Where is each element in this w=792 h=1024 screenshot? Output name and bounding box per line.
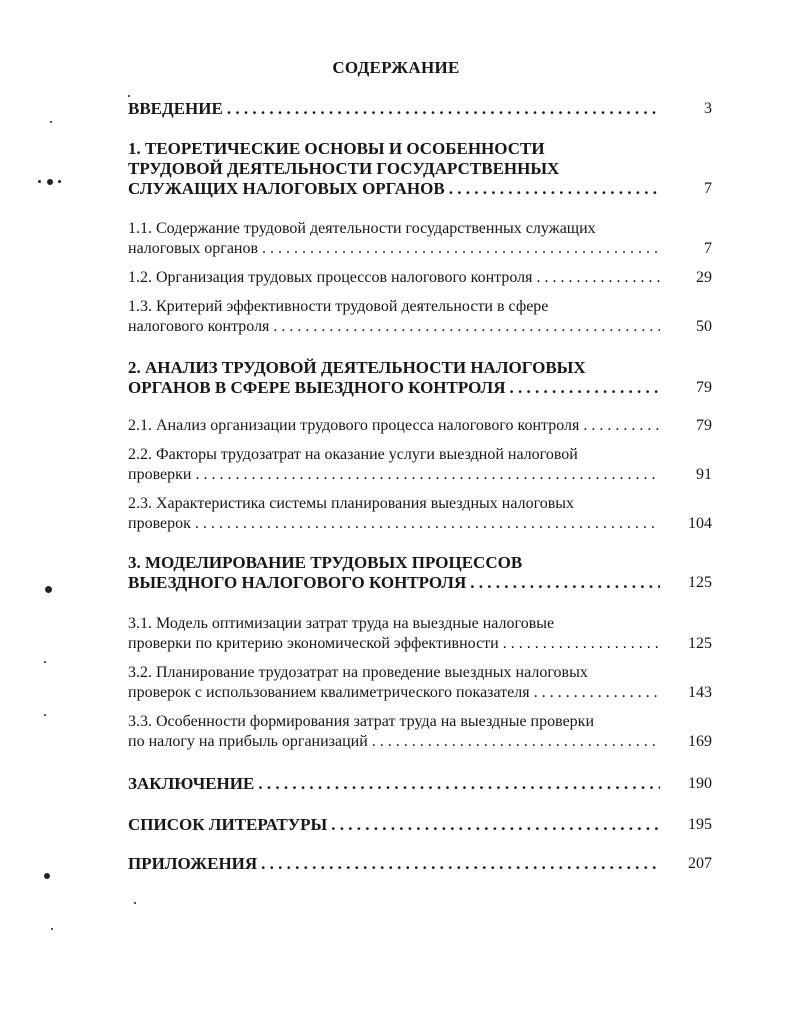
toc-line: 1.3. Критерий эффективности трудовой деятельности в сфере	[128, 298, 549, 315]
toc-line	[128, 815, 664, 835]
toc-entry-section-1-3[interactable]	[128, 297, 712, 337]
toc-page-number: 50	[696, 318, 712, 335]
dot-leader	[449, 179, 660, 199]
toc-entry-chapter-3[interactable]	[128, 553, 712, 593]
dot-leader	[273, 317, 660, 337]
toc-line-text: налогового контроля	[128, 318, 270, 335]
scan-speck	[45, 586, 52, 593]
toc-line-text: ВЫЕЗДНОГО НАЛОГОВОГО КОНТРОЛЯ	[128, 573, 467, 592]
toc-entry-conclusion[interactable]	[128, 774, 712, 794]
toc-page-number: 29	[696, 269, 712, 286]
toc-entry-section-1-2[interactable]	[128, 268, 712, 288]
dot-leader	[470, 573, 660, 593]
toc-page-number: 79	[696, 417, 712, 434]
toc-page-number: 104	[688, 515, 712, 532]
toc-page-number: 190	[688, 775, 712, 792]
toc-entry-section-3-3[interactable]	[128, 712, 712, 752]
toc-line	[128, 683, 664, 703]
toc-line	[128, 774, 664, 794]
toc-entry-section-1-1[interactable]	[128, 219, 712, 259]
toc-entry-introduction[interactable]	[128, 99, 712, 119]
toc-entry-section-2-2[interactable]	[128, 445, 712, 485]
toc-line	[128, 416, 664, 436]
toc-line: 2. АНАЛИЗ ТРУДОВОЙ ДЕЯТЕЛЬНОСТИ НАЛОГОВЫХ	[128, 358, 586, 377]
toc-line	[128, 465, 664, 485]
toc-line-text: ВВЕДЕНИЕ	[128, 99, 223, 118]
toc-line-text: налоговых органов	[128, 240, 259, 257]
dot-leader	[372, 732, 660, 752]
dot-leader	[503, 634, 660, 654]
toc-page-number: 169	[688, 733, 712, 750]
toc-line: 3.2. Планирование трудозатрат на проведение выездных налоговых	[128, 664, 588, 681]
scan-speck	[134, 902, 136, 904]
toc-entry-section-3-1[interactable]	[128, 614, 712, 654]
toc-page-number: 3	[704, 100, 712, 117]
toc-line	[128, 239, 664, 259]
scan-speck	[58, 180, 61, 183]
toc-line: 1. ТЕОРЕТИЧЕСКИЕ ОСНОВЫ И ОСОБЕННОСТИ	[128, 139, 545, 158]
dot-leader	[536, 268, 660, 288]
toc-entry-section-2-1[interactable]	[128, 416, 712, 436]
toc-line: 3. МОДЕЛИРОВАНИЕ ТРУДОВЫХ ПРОЦЕССОВ	[128, 553, 523, 572]
toc-page-number: 91	[696, 466, 712, 483]
page-title: СОДЕРЖАНИЕ	[332, 58, 460, 77]
dot-leader	[262, 239, 660, 259]
toc-line: 2.3. Характеристика системы планирования выездных налоговых	[128, 495, 575, 512]
toc-line-text: 2.1. Анализ организации трудового процесса налогового контроля	[128, 417, 580, 434]
dot-leader	[583, 416, 660, 436]
scan-speck	[44, 714, 46, 716]
toc-line-text: ОРГАНОВ В СФЕРЕ ВЫЕЗДНОГО КОНТРОЛЯ	[128, 378, 506, 397]
toc-page-number: 7	[704, 240, 712, 257]
toc-line: 3.3. Особенности формирования затрат труда на выездные проверки	[128, 713, 595, 730]
toc-line	[128, 514, 664, 534]
scan-speck	[47, 179, 53, 185]
scan-speck	[51, 928, 53, 930]
toc-line-text: 1.2. Организация трудовых процессов налогового контроля	[128, 269, 533, 286]
dot-leader	[227, 99, 660, 119]
toc-page-number: 125	[688, 574, 712, 591]
toc-entry-appendices[interactable]	[128, 854, 712, 874]
toc-line	[128, 732, 664, 752]
toc-line	[128, 854, 664, 874]
toc-line	[128, 573, 664, 593]
toc-line	[128, 378, 664, 398]
scan-speck	[44, 873, 50, 879]
toc-line-text: проверок с использованием квалиметрического показателя	[128, 684, 530, 701]
toc-page-number: 195	[688, 816, 712, 833]
dot-leader	[509, 378, 660, 398]
toc-line-text: проверки	[128, 466, 192, 483]
toc-line	[128, 268, 664, 288]
toc-entry-section-3-2[interactable]	[128, 663, 712, 703]
scan-speck	[44, 661, 46, 663]
scan-speck	[38, 180, 41, 183]
toc-line: ТРУДОВОЙ ДЕЯТЕЛЬНОСТИ ГОСУДАРСТВЕННЫХ	[128, 159, 560, 178]
toc-page-number: 79	[696, 379, 712, 396]
scan-speck	[50, 121, 52, 123]
toc-line	[128, 179, 664, 199]
toc-line-text: по налогу на прибыль организаций	[128, 733, 368, 750]
toc-line-text: СЛУЖАЩИХ НАЛОГОВЫХ ОРГАНОВ	[128, 179, 445, 198]
toc-entry-bibliography[interactable]	[128, 815, 712, 835]
dot-leader	[534, 683, 660, 703]
toc-line-text: СПИСОК ЛИТЕРАТУРЫ	[128, 815, 328, 834]
toc-entry-chapter-1[interactable]	[128, 139, 712, 199]
toc-line: 1.1. Содержание трудовой деятельности государственных служащих	[128, 220, 596, 237]
toc-entry-chapter-2[interactable]	[128, 358, 712, 398]
toc-line-text: проверок	[128, 515, 191, 532]
toc-page-number: 7	[704, 180, 712, 197]
dot-leader	[195, 514, 660, 534]
scan-speck	[128, 95, 130, 97]
toc-line	[128, 634, 664, 654]
dot-leader	[258, 774, 660, 794]
toc-line-text: ПРИЛОЖЕНИЯ	[128, 854, 258, 873]
toc-line-text: проверки по критерию экономической эффективности	[128, 635, 499, 652]
dot-leader	[261, 854, 660, 874]
toc-line: 2.2. Факторы трудозатрат на оказание услуги выездной налоговой	[128, 446, 578, 463]
toc-entry-section-2-3[interactable]	[128, 494, 712, 534]
toc-line: 3.1. Модель оптимизации затрат труда на выездные налоговые	[128, 615, 555, 632]
dot-leader	[331, 815, 660, 835]
toc-page-number: 125	[688, 635, 712, 652]
dot-leader	[195, 465, 660, 485]
toc-page-number: 207	[688, 855, 712, 872]
toc-line	[128, 317, 664, 337]
toc-line	[128, 99, 664, 119]
toc-line-text: ЗАКЛЮЧЕНИЕ	[128, 774, 255, 793]
toc-page-number: 143	[688, 684, 712, 701]
